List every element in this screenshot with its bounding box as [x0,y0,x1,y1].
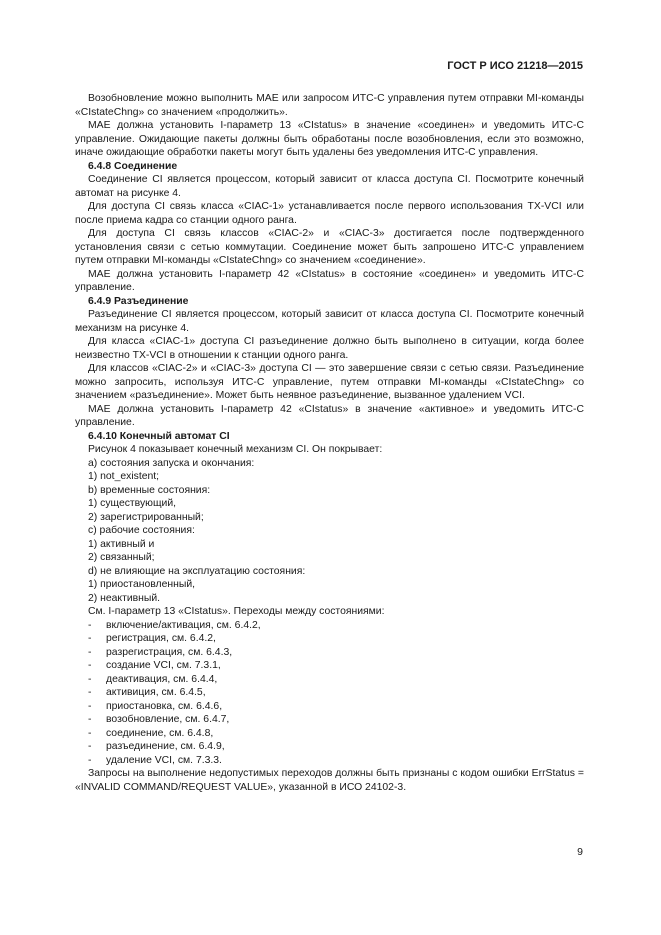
paragraph: MAE должна установить I-параметр 42 «CIstatus» в состояние «соединен» и уведомить ИТС-С управление. [75,268,584,293]
paragraph: MAE должна установить I-параметр 13 «CIstatus» в значение «соединен» и уведомить ИТС-С управление. Ожидающие пакеты должны быть обработаны после возобновления, если это возможно, иначе ожидающие обработки пакеты могут быть удалены без уведомления ИТС-С управления. [75,120,584,158]
list-item-text: активиция, см. 6.4.5, [106,687,206,698]
list-item: a) состояния запуска и окончания: [88,457,255,469]
list-item-text: разъединение, см. 6.4.9, [106,741,225,752]
page-number: 9 [577,846,583,858]
list-item [75,740,584,754]
dash-bullet: - [88,714,92,725]
dash-bullet: - [88,660,92,671]
paragraph: Запросы на выполнение недопустимых переходов должны быть признаны с кодом ошибки ErrStatus = «INVALID COMMAND/REQUEST VALUE», указанной в ИСО 24102-3. [75,768,584,793]
list-item: 1) приостановленный, [88,579,196,590]
state-list [75,457,584,606]
list-item [75,754,584,768]
dash-bullet: - [88,633,92,644]
paragraph: Соединение CI является процессом, который зависит от класса доступа CI. Посмотрите конечный автомат на рисунке 4. [75,174,584,199]
paragraph: MAE должна установить I-параметр 42 «CIstatus» в значение «активное» и уведомить ИТС-С управление. [75,403,584,428]
list-item-text: включение/активация, см. 6.4.2, [106,619,261,631]
list-item [75,619,584,633]
list-item-text: деактивация, см. 6.4.4, [106,673,218,685]
paragraph: Рисунок 4 показывает конечный механизм CI. Он покрывает: [88,444,383,455]
list-item-text: соединение, см. 6.4.8, [106,727,214,739]
list-item [75,727,584,741]
transition-list [75,619,584,768]
list-item-text: приостановка, см. 6.4.6, [106,700,223,712]
list-item-text: создание VCI, см. 7.3.1, [106,660,221,671]
list-item: 2) зарегистрированный; [88,511,204,523]
list-item: 1) not_existent; [88,471,160,482]
list-item: 2) связанный; [88,552,155,563]
paragraph: Для доступа CI связь класса «CIAC-1» устанавливается после первого использования TX-VCI или после приема кадра со станции одного ранга. [75,201,584,226]
section-heading-6-4-10: 6.4.10 Конечный автомат CI [88,430,230,442]
list-item: 2) неактивный. [88,592,161,604]
dash-bullet: - [88,646,92,658]
dash-bullet: - [88,687,92,698]
list-item: d) не влияющие на эксплуатацию состояния: [88,565,306,577]
dash-bullet: - [88,727,92,739]
list-item: 1) существующий, [88,498,177,509]
dash-bullet: - [88,754,92,766]
dash-bullet: - [88,700,92,712]
list-item [75,673,584,687]
list-item [75,686,584,700]
list-item-text: регистрация, см. 6.4.2, [106,633,216,644]
dash-bullet: - [88,741,92,752]
list-item-text: возобновление, см. 6.4.7, [106,714,230,725]
list-item [75,659,584,673]
list-item [75,713,584,727]
list-item [75,632,584,646]
paragraph: Для класса «CIAC-1» доступа CI разъединение должно быть выполнено в ситуации, когда более неизвестно TX-VCI в отношении к станции одного ранга. [75,336,584,361]
paragraph: Для доступа CI связь классов «CIAC-2» и «CIAC-3» достигается после подтвержденного установления связи с сетью коммутации. Соединение может быть запрошено ИТС-С управлением путем отправки MI-команды «CIstateChng» со значением «соединение». [75,228,584,266]
dash-bullet: - [88,673,92,685]
document-header: ГОСТ Р ИСО 21218—2015 [447,60,583,72]
paragraph: Разъединение CI является процессом, который зависит от класса доступа CI. Посмотрите конечный механизм на рисунке 4. [75,309,584,334]
section-heading-6-4-8: 6.4.8 Соединение [88,160,178,172]
list-item [75,646,584,660]
page-body [75,92,584,794]
list-item: c) рабочие состояния: [88,525,195,536]
list-item-text: разрегистрация, см. 6.4.3, [106,646,233,658]
dash-bullet: - [88,619,92,631]
section-heading-6-4-9: 6.4.9 Разъединение [88,295,189,307]
list-item [75,700,584,714]
paragraph: Возобновление можно выполнить MAE или запросом ИТС-С управления путем отправки MI-команды «CIstateChng» со значением «продолжить». [75,93,584,118]
list-item: b) временные состояния: [88,484,211,496]
list-item: 1) активный и [88,538,155,550]
list-item-text: удаление VCI, см. 7.3.3. [106,754,222,766]
paragraph: См. I-параметр 13 «CIstatus». Переходы между состояниями: [88,606,385,617]
paragraph: Для классов «CIAC-2» и «CIAC-3» доступа CI — это завершение связи с сетью связи. Разъединение можно запросить, используя ИТС-С управление, путем отправки MI-команды «CIstateChng» со значением «разъединение». Может быть неявное разъединение, вызванное удалением VCI. [75,363,584,401]
